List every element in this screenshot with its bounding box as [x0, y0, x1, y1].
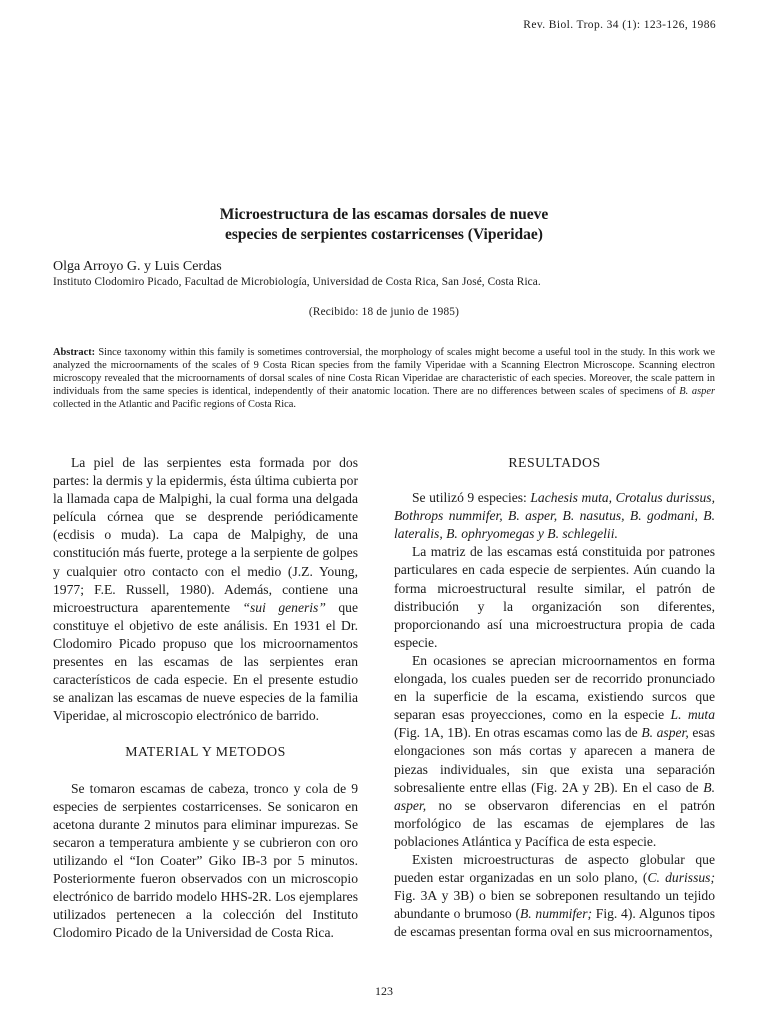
p3-text-3: esas elongaciones son más cortas y aparecen a manera de piezas individuales, sin que exista una separación sobresaliente entre ellas (Fig. 2A y 2B). En el caso de — [394, 725, 715, 795]
affiliation: Instituto Clodomiro Picado, Facultad de Microbiología, Universidad de Costa Rica, San José, Costa Rica. — [53, 276, 541, 288]
abstract-text-end: collected in the Atlantic and Pacific regions of Costa Rica. — [53, 399, 296, 410]
intro-italic: “sui generis” — [242, 599, 326, 615]
p1-species: Lachesis muta, Crotalus durissus, Bothrops nummifer, B. asper, B. nasutus, B. godmani, B. lateralis, B. ophryomegas y B. schlegelii. — [394, 490, 715, 542]
abstract-species: B. asper — [679, 386, 715, 397]
title-line-2: especies de serpientes costarricenses (Viperidae) — [225, 226, 543, 243]
title-line-1: Microestructura de las escamas dorsales de nueve — [219, 206, 549, 223]
methods-paragraph: Se tomaron escamas de cabeza, tronco y cola de 9 especies de serpientes costarricenses. Se sonicaron en acetona durante 2 minutos para eliminar impurezas. Se secaron a temperatura ambiente y se cubrieron con oro utilizando el “Ion Coater” Giko IB-3 por 5 minutos. Posteriormente fueron observados con un microscopio electrónico de barrido modelo HHS-2R. Los ejemplares utilizados pertenecen a la colección del Instituto Clodomiro Picado de la Universidad de Costa Rica. — [53, 780, 358, 941]
p3-species-1: L. muta — [670, 707, 716, 723]
results-paragraph-3 — [394, 652, 715, 851]
p3-text-1: En ocasiones se aprecian microornamentos en forma elongada, los cuales pueden ser de recorrido pronunciado en la superficie de la escama, existiendo surcos que separan esas proyecciones, como en la especie — [394, 652, 715, 723]
p3-text-4: no se observaron diferencias en el patrón morfológico de las escamas de ejemplares de las poblaciones Atlántica y Pacífica de esta especie. — [394, 797, 715, 849]
results-paragraph-1 — [394, 489, 715, 543]
received-date: (Recibido: 18 de junio de 1985) — [308, 306, 460, 318]
authors: Olga Arroyo G. y Luis Cerdas — [53, 259, 222, 274]
journal-reference: Rev. Biol. Trop. 34 (1): 123-126, 1986 — [523, 19, 716, 31]
p4-text-3: Fig. 4). Algunos tipos de escamas presentan forma oval en sus microornamentos, — [394, 906, 715, 940]
p1-text: Se utilizó 9 especies: — [412, 490, 531, 506]
abstract — [53, 346, 715, 411]
abstract-text: Since taxonomy within this family is sometimes controversial, the morphology of scales might become a useful tool in the study. In this work we analyzed the microornaments of the scales of 9 Costa Rican species from the family Viperidae with a Scanning Electron Microscope. Scanning electron microscopy revealed that the microornaments of dorsal scales of nine Costa Rican Viperidae are characteristic of each species. Moreover, the scale pattern in individuals from the same species is identical, independently of their anatomic location. There are no differences between scales of specimens of — [53, 347, 715, 397]
p3-species-3: B. asper, — [394, 779, 715, 813]
p4-text-2: Fig. 3A y 3B) o bien se sobreponen resultando un tejido abundante o brumoso ( — [394, 888, 715, 922]
article-title — [0, 205, 768, 245]
abstract-label: Abstract: — [53, 347, 96, 358]
intro-paragraph — [53, 454, 358, 725]
results-paragraph-4 — [394, 851, 715, 941]
results-heading: RESULTADOS — [508, 455, 601, 470]
p3-species-2: B. asper, — [641, 725, 689, 741]
results-paragraph-2: La matriz de las escamas está constituida por patrones particulares en cada especie de serpientes. Aún cuando la forma microestructural resulte similar, el patrón de distribución y la organización son diferentes, proporcionando así una microestructura propia de cada especie. — [394, 544, 715, 650]
left-column — [53, 454, 358, 942]
p3-text-2: (Fig. 1A, 1B). En otras escamas como las de — [394, 725, 642, 741]
p4-species-1: C. durissus; — [647, 870, 715, 886]
page-number: 123 — [375, 984, 393, 998]
right-column — [394, 454, 715, 941]
p4-text-1: Existen microestructuras de aspecto globular que pueden estar organizadas en un solo plano, ( — [394, 851, 715, 886]
intro-text: La piel de las serpientes esta formada por dos partes: la dermis y la epidermis, ésta última cubierta por la llamada capa de Malpighi, la cual forma una delgada película córnea que se desprende periódicamente (ecdisis o muda). La capa de Malpighy, de una constitución más fuerte, protege a la serpiente de golpes y cualquier otro contacto con el medio (J.Z. Young, 1977; F.E. Russell, 1980). Además, contiene una microestructura aparentemente — [53, 455, 359, 615]
intro-text-end: que constituye el objetivo de este análisis. En 1931 el Dr. Clodomiro Picado propuso que los microornamentos presentes en las escamas de las serpientes eran característicos de cada especie. En el presente estudio se analizan las escamas de nueve especies de la familia Viperidae, al microscopio electrónico de barrido. — [53, 599, 359, 724]
methods-heading: MATERIAL Y METODOS — [125, 744, 286, 760]
p4-species-2: B. nummifer; — [519, 906, 593, 922]
